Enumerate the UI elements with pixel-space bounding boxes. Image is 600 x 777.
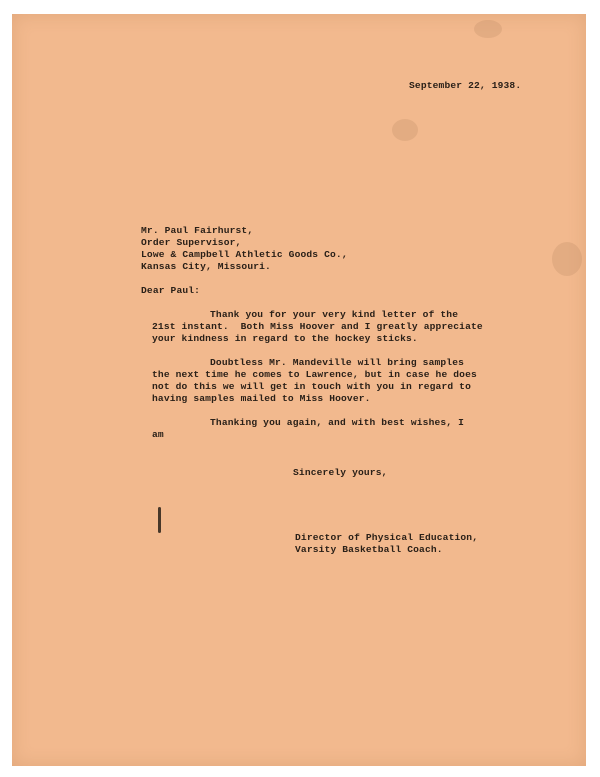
ink-mark bbox=[158, 507, 161, 533]
paragraph-line: 21st instant. Both Miss Hoover and I greatly appreciate bbox=[152, 321, 483, 332]
signature-title: Director of Physical Education, bbox=[295, 532, 479, 543]
paper-stain bbox=[552, 242, 582, 276]
letter-date: September 22, 1938. bbox=[409, 80, 522, 91]
paper-stain bbox=[474, 20, 502, 38]
paragraph-line: having samples mailed to Miss Hoover. bbox=[152, 393, 371, 404]
salutation: Dear Paul: bbox=[141, 285, 201, 296]
paragraph-line: not do this we will get in touch with you in regard to bbox=[152, 381, 471, 392]
signature-role: Varsity Basketball Coach. bbox=[295, 544, 443, 555]
closing: Sincerely yours, bbox=[293, 467, 388, 478]
recipient-name: Mr. Paul Fairhurst, bbox=[141, 225, 254, 236]
recipient-title: Order Supervisor, bbox=[141, 237, 242, 248]
paragraph-line: Doubtless Mr. Mandeville will bring samples bbox=[210, 357, 465, 368]
paragraph-line: am bbox=[152, 429, 164, 440]
recipient-company: Lowe & Campbell Athletic Goods Co., bbox=[141, 249, 348, 260]
paragraph-line: the next time he comes to Lawrence, but in case he does bbox=[152, 369, 477, 380]
paragraph-line: Thank you for your very kind letter of the bbox=[210, 309, 459, 320]
letter-page bbox=[12, 14, 586, 766]
paragraph-line: Thanking you again, and with best wishes, I bbox=[210, 417, 465, 428]
paper-stain bbox=[392, 119, 418, 141]
paragraph-line: your kindness in regard to the hockey sticks. bbox=[152, 333, 418, 344]
recipient-city: Kansas City, Missouri. bbox=[141, 261, 271, 272]
